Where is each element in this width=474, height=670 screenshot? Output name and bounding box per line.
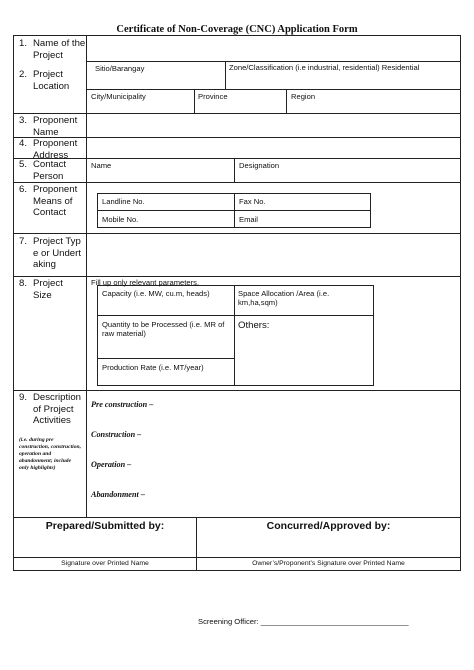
- row-8-label: Project Size: [33, 278, 63, 301]
- city-municipality-label: City/Municipality: [91, 92, 146, 101]
- form-title: Certificate of Non-Coverage (CNC) Application Form: [116, 24, 358, 35]
- row-7-number: 7.: [19, 236, 28, 247]
- sitio-barangay-label: Sitio/Barangay: [95, 64, 145, 73]
- row-5-number: 5.: [19, 159, 28, 170]
- capacity-label: Capacity (i.e. MW, cu.m, heads): [102, 289, 210, 298]
- row-3-label: Proponent Name: [33, 115, 78, 138]
- row-9-number: 9.: [19, 392, 28, 403]
- row-8-number: 8.: [19, 278, 28, 289]
- row-9-label: Description of Project Activities: [33, 392, 81, 426]
- proponent-address-field[interactable]: [88, 139, 459, 157]
- row-6-label: Proponent Means of Contact: [33, 184, 78, 218]
- row-5-label: Contact Person: [33, 159, 67, 182]
- screening-officer-line: Screening Officer: ___________________________________: [198, 617, 409, 626]
- row-3-number: 3.: [19, 115, 28, 126]
- space-allocation-label: Space Allocation /Area (i.e. km,ha,sqm): [238, 289, 330, 307]
- construction-label: Construction –: [91, 430, 142, 439]
- fax-label: Fax No.: [239, 197, 266, 206]
- zone-classification-label: Zone/Classification (i.e industrial, residential) Residential: [229, 63, 420, 72]
- province-label: Province: [198, 92, 228, 101]
- production-rate-label: Production Rate (i.e. MT/year): [102, 363, 204, 372]
- pre-construction-label: Pre construction –: [91, 400, 154, 409]
- prepared-signature-caption: Signature over Printed Name: [61, 560, 149, 567]
- proponent-name-field[interactable]: [88, 115, 459, 136]
- mobile-label: Mobile No.: [102, 215, 139, 224]
- landline-label: Landline No.: [102, 197, 145, 206]
- email-label: Email: [239, 215, 258, 224]
- row-6-number: 6.: [19, 184, 28, 195]
- contact-name-label: Name: [91, 161, 112, 170]
- prepared-by-heading: Prepared/Submitted by:: [45, 520, 165, 532]
- contact-designation-label: Designation: [239, 161, 280, 170]
- quantity-processed-label: Quantity to be Processed (i.e. MR of raw material): [102, 320, 225, 338]
- row-2-label: Project Location: [33, 69, 70, 92]
- row-1-label: Name of the Project: [33, 38, 86, 61]
- abandonment-label: Abandonment –: [91, 490, 145, 499]
- concurred-by-heading: Concurred/Approved by:: [266, 520, 391, 532]
- others-label: Others:: [238, 320, 270, 331]
- concurred-signature-field[interactable]: [198, 533, 459, 556]
- activities-note: (i.e. during pre construction, construction, operation and abandonment; include only highlights): [19, 437, 82, 471]
- project-size-note: Fill up only relevant parameters.: [91, 278, 200, 287]
- row-1-number: 1.: [19, 38, 28, 49]
- concurred-signature-caption: Owner’s/Proponent’s Signature over Printed Name: [252, 560, 405, 567]
- region-label: Region: [291, 92, 316, 101]
- row-2-number: 2.: [19, 69, 28, 80]
- prepared-signature-field[interactable]: [15, 533, 195, 556]
- operation-label: Operation –: [91, 460, 132, 469]
- project-name-field[interactable]: [88, 37, 459, 60]
- row-7-label: Project Type or Undertaking: [33, 236, 81, 270]
- row-4-label: Proponent Address: [33, 138, 78, 161]
- row-4-number: 4.: [19, 138, 28, 149]
- project-type-field[interactable]: [88, 235, 459, 275]
